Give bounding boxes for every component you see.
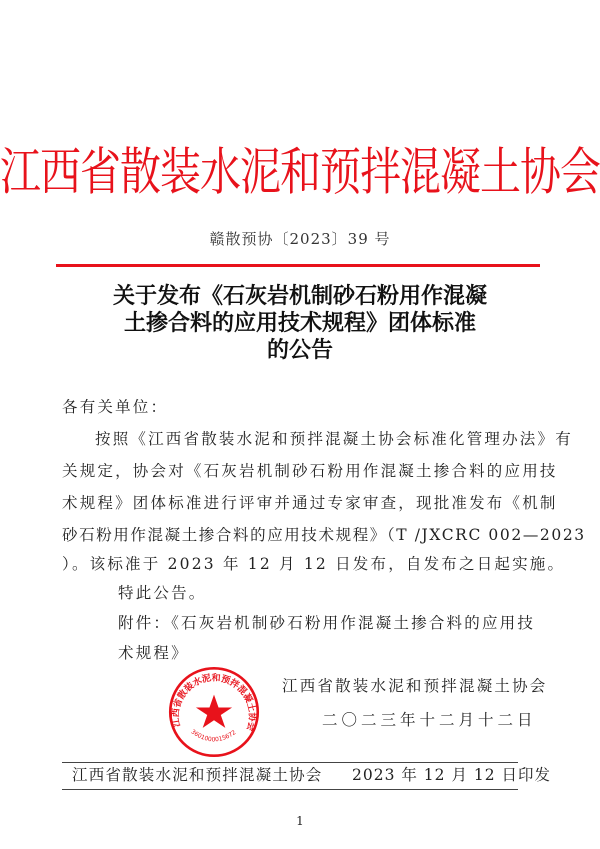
footer-top-rule xyxy=(62,762,518,763)
paragraph-line: 按照《江西省散装水泥和预拌混凝土协会标准化管理办法》有 xyxy=(95,430,573,448)
paragraph-line: ）。该标准于 2023 年 12 月 12 日发布，自发布之日起实施。 xyxy=(62,555,566,573)
heading-line-1: 关于发布《石灰岩机制砂石粉用作混凝 xyxy=(112,284,487,309)
closing: 特此公告。 xyxy=(118,584,207,602)
svg-text:3601000015672 xyxy=(189,728,237,743)
footer-issuer: 江西省散装水泥和预拌混凝土协会 xyxy=(72,766,323,784)
heading-line-3: 的公告 xyxy=(266,338,333,363)
heading-line-2: 土掺合料的应用技术规程》团体标准 xyxy=(123,311,476,336)
star-icon xyxy=(196,695,232,728)
signature: 江西省散装水泥和预拌混凝土协会 xyxy=(282,677,548,695)
signature-date: 二〇二三年十二月十二日 xyxy=(322,711,537,729)
org-title: 江西省散装水泥和预拌混凝土协会 xyxy=(0,141,600,202)
footer-bottom-rule xyxy=(62,789,518,790)
red-divider xyxy=(56,264,540,267)
salutation: 各有关单位： xyxy=(62,398,169,416)
attachment-line: 术规程》 xyxy=(118,644,189,662)
official-seal xyxy=(168,666,260,758)
paragraph-line: 砂石粉用作混凝土掺合料的应用技术规程》（T /JXCRC 002—2023 xyxy=(62,526,586,544)
seal-code: 3601000015672 xyxy=(189,728,238,744)
paragraph-line: 术规程》团体标准进行评审并通过专家审查，现批准发布《机制 xyxy=(62,494,558,512)
paragraph-line: 关规定，协会对《石灰岩机制砂石粉用作混凝土掺合料的应用技 xyxy=(62,462,558,480)
attachment-line: 附件：《石灰岩机制砂石粉用作混凝土掺合料的应用技 xyxy=(118,614,536,632)
seal-text: 江西省散装水泥和预拌混凝土协会 xyxy=(171,673,257,733)
footer-issue-date: 2023 年 12 月 12 日印发 xyxy=(352,766,552,784)
doc-number: 赣散预协〔2023〕39 号 xyxy=(209,230,391,248)
page-number: 1 xyxy=(296,814,304,828)
